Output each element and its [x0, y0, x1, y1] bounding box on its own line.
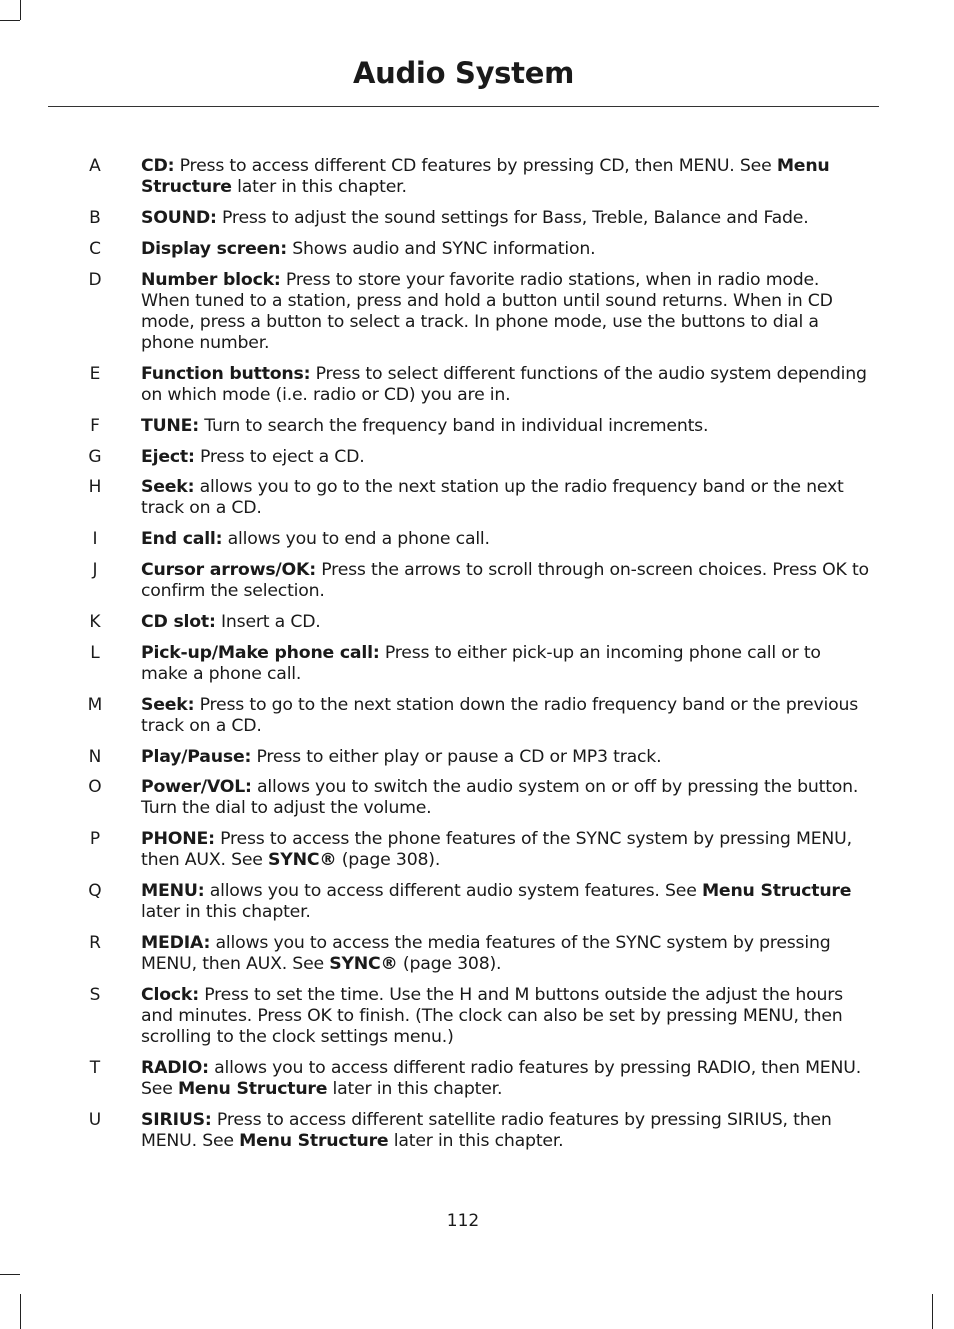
item-letter: I — [92, 529, 98, 549]
item-text: Press to access the phone features of the SYNC system by pressing MENU, then AUX. See — [141, 829, 852, 870]
cross-reference: Menu Structure — [239, 1131, 389, 1151]
item-label: RADIO: — [141, 1058, 209, 1078]
item-description — [141, 270, 871, 354]
item-description — [141, 1110, 871, 1152]
item-label: Cursor arrows/OK: — [141, 560, 316, 580]
item-description — [141, 777, 871, 819]
item-text: Press to store your favorite radio stations, when in radio mode. When tuned to a station, press and hold a button until sound returns. When in CD mode, press a button to select a track. In phone mode, use the buttons to dial a phone number. — [141, 270, 833, 353]
item-letter: E — [89, 364, 101, 384]
item-label: Pick-up/Make phone call: — [141, 643, 380, 663]
item-text: allows you to access different radio features by pressing RADIO, then MENU. See — [141, 1058, 861, 1099]
item-text: Press to access different CD features by pressing CD, then MENU. See — [174, 156, 777, 176]
item-letter: B — [89, 208, 101, 228]
item-description — [141, 695, 871, 737]
item-text: allows you to end a phone call. — [222, 529, 490, 549]
cross-reference: Menu Structure — [177, 1079, 328, 1099]
item-label: Display screen: — [141, 239, 287, 259]
item-description — [141, 560, 871, 602]
item-text: later in this chapter. — [327, 1079, 503, 1099]
item-description — [141, 416, 871, 437]
item-label: Function buttons: — [141, 364, 311, 384]
item-label: End call: — [141, 529, 223, 549]
crop-mark — [20, 1294, 21, 1329]
item-label: SOUND: — [141, 208, 217, 228]
item-letter: Q — [88, 881, 102, 901]
item-text: (page 308). — [336, 850, 441, 870]
item-description — [141, 985, 871, 1048]
page-number: 112 — [446, 1211, 480, 1231]
item-label: CD slot: — [141, 612, 216, 632]
item-text: later in this chapter. — [388, 1131, 564, 1151]
item-text: Turn to search the frequency band in individual increments. — [199, 416, 709, 436]
item-label: TUNE: — [141, 416, 199, 436]
item-label: Eject: — [141, 447, 195, 467]
item-letter: L — [90, 643, 100, 663]
item-text: allows you to access different audio system features. See — [204, 881, 702, 901]
item-letter: H — [88, 477, 102, 497]
item-description — [141, 1058, 871, 1100]
item-label: MEDIA: — [141, 933, 211, 953]
crop-mark — [932, 1294, 933, 1329]
item-letter: P — [89, 829, 101, 849]
item-text: Press to eject a CD. — [194, 447, 365, 467]
title-divider — [48, 106, 879, 107]
item-letter: R — [89, 933, 101, 953]
item-letter: M — [87, 695, 103, 715]
item-text: Press to select different functions of the audio system depending on which mode (i.e. radio or CD) you are in. — [141, 364, 867, 405]
cross-reference: SYNC® — [329, 954, 398, 974]
item-text: Press to either pick-up an incoming phone call or to make a phone call. — [141, 643, 821, 684]
item-description — [141, 477, 871, 519]
item-text: allows you to access the media features of the SYNC system by pressing MENU, then AUX. See — [141, 933, 831, 974]
page-title: Audio System — [352, 56, 574, 90]
item-text: Press to set the time. Use the H and M buttons outside the adjust the hours and minutes. Press OK to finish. (The clock can also be set by pressing MENU, then scrolling to the clock settings menu.) — [141, 985, 843, 1047]
item-description — [141, 881, 871, 923]
item-text: Press to access different satellite radio features by pressing SIRIUS, then MENU. See — [141, 1110, 832, 1151]
item-description — [141, 529, 871, 550]
item-text: Insert a CD. — [215, 612, 321, 632]
crop-mark — [0, 1274, 20, 1275]
item-description — [141, 643, 871, 685]
cross-reference: SYNC® — [268, 850, 337, 870]
item-description — [141, 829, 871, 871]
crop-mark — [20, 0, 21, 20]
cross-reference: Menu Structure — [701, 881, 852, 901]
item-label: Play/Pause: — [141, 747, 252, 767]
item-text: Press to either play or pause a CD or MP3 track. — [251, 747, 662, 767]
item-letter: D — [88, 270, 102, 290]
item-description — [141, 933, 871, 975]
crop-mark — [0, 20, 20, 21]
item-label: MENU: — [141, 881, 205, 901]
item-label: Power/VOL: — [141, 777, 252, 797]
item-text: Press the arrows to scroll through on-screen choices. Press OK to confirm the selection. — [141, 560, 869, 601]
item-letter: T — [89, 1058, 101, 1078]
item-description — [141, 208, 871, 229]
item-letter: U — [88, 1110, 102, 1130]
item-text: Press to adjust the sound settings for Bass, Treble, Balance and Fade. — [216, 208, 809, 228]
item-text: Press to go to the next station down the radio frequency band or the previous track on a CD. — [141, 695, 859, 736]
item-text: later in this chapter. — [141, 902, 311, 922]
item-letter: F — [90, 416, 100, 436]
item-letter: N — [88, 747, 102, 767]
item-letter: J — [92, 560, 98, 580]
item-text: later in this chapter. — [231, 177, 407, 197]
item-description — [141, 239, 871, 260]
item-label: Seek: — [141, 477, 195, 497]
item-label: PHONE: — [141, 829, 215, 849]
item-letter: C — [89, 239, 101, 259]
item-letter: A — [89, 156, 101, 176]
item-text: allows you to go to the next station up the radio frequency band or the next track on a CD. — [141, 477, 844, 518]
item-label: CD: — [141, 156, 175, 176]
item-description — [141, 612, 871, 633]
item-letter: G — [88, 447, 102, 467]
item-description — [141, 156, 871, 198]
item-description — [141, 747, 871, 768]
item-description — [141, 447, 871, 468]
item-text: Shows audio and SYNC information. — [286, 239, 596, 259]
item-description — [141, 364, 871, 406]
item-label: Clock: — [141, 985, 199, 1005]
item-letter: S — [89, 985, 101, 1005]
item-text: allows you to switch the audio system on or off by pressing the button. Turn the dial to adjust the volume. — [141, 777, 859, 818]
item-letter: O — [88, 777, 102, 797]
item-label: Seek: — [141, 695, 195, 715]
cross-reference: Menu Structure — [141, 156, 830, 197]
item-label: Number block: — [141, 270, 281, 290]
item-label: SIRIUS: — [141, 1110, 212, 1130]
item-letter: K — [89, 612, 101, 632]
item-text: (page 308). — [397, 954, 502, 974]
